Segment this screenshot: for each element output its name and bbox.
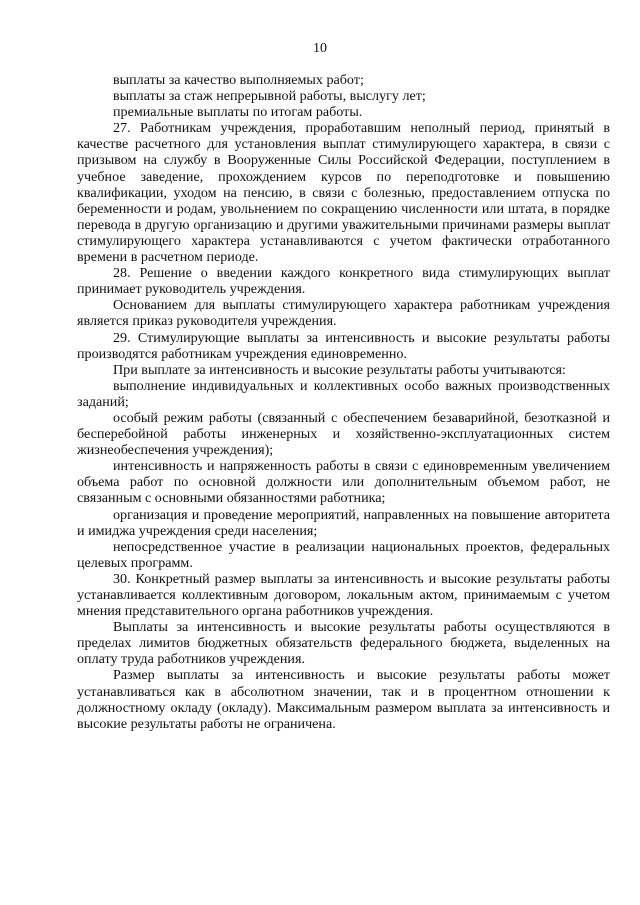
- paragraph-quality-payments: выплаты за качество выполняемых работ;: [113, 72, 364, 88]
- paragraph-budget-limits: Выплаты за интенсивность и высокие результаты работы осуществляются в пределах лимитов бюджетных обязательств федерального бюджета, выделенных на оплату труда работников учреждения.: [77, 619, 610, 668]
- paragraph-criteria-intro: При выплате за интенсивность и высокие результаты работы учитываются:: [113, 361, 566, 378]
- paragraph-criterion-intensity: интенсивность и напряженность работы в связи с единовременным увеличением объема работ по основной должности или дополнительным объемом работ, не связанным с основными обязанностями работника;: [77, 458, 610, 507]
- paragraph-payment-size: Размер выплаты за интенсивность и высокие результаты работы может устанавливаться как в абсолютном значении, так и в процентном отношении к должностному окладу (окладу). Максимальным размером выплата за интенсивность и высокие результаты работы не ограничена.: [77, 667, 610, 732]
- paragraph-seniority-payments: выплаты за стаж непрерывной работы, выслугу лет;: [113, 88, 426, 105]
- paragraph-clause-29: 29. Стимулирующие выплаты за интенсивность и высокие результаты работы производятся работникам учреждения единовременно.: [77, 329, 610, 362]
- document-body: [77, 72, 610, 732]
- paragraph-criterion-events: организация и проведение мероприятий, направленных на повышение авторитета и имиджа учреждения среди населения;: [77, 506, 610, 539]
- paragraph-bonus-payments: премиальные выплаты по итогам работы.: [113, 104, 363, 121]
- paragraph-basis-order: Основанием для выплаты стимулирующего характера работникам учреждения является приказ руководителя учреждения.: [77, 297, 610, 330]
- paragraph-criterion-tasks: выполнение индивидуальных и коллективных особо важных производственных заданий;: [77, 377, 610, 410]
- paragraph-clause-27: 27. Работникам учреждения, проработавшим неполный период, принятый в качестве расчетного для установления выплат стимулирующего характера, в связи с призывом на службу в Вооруженные Силы Российской Федерации, поступлением в учебное заведение, прохождением курсов по переподготовке и повышению квалификации, уходом на пенсию, в связи с болезнью, предоставлением отпуска по беременности и родам, увольнением по сокращению численности или штата, в порядке перевода в другую организацию и другими уважительными причинами размеры выплат стимулирующего характера устанавливаются с учетом фактически отработанного времени в расчетном периоде.: [77, 120, 610, 266]
- page-number: 10: [313, 41, 327, 56]
- paragraph-clause-28: 28. Решение о введении каждого конкретного вида стимулирующих выплат принимает руководитель учреждения.: [77, 265, 610, 298]
- paragraph-clause-30: 30. Конкретный размер выплаты за интенсивность и высокие результаты работы устанавливается коллективным договором, локальным актом, принимаемым с учетом мнения представительного органа работников учреждения.: [77, 570, 610, 620]
- paragraph-criterion-projects: непосредственное участие в реализации национальных проектов, федеральных целевых программ.: [77, 538, 610, 571]
- paragraph-criterion-special-mode: особый режим работы (связанный с обеспечением безаварийной, безотказной и бесперебойной работы инженерных и хозяйственно-эксплуатационных систем жизнеобеспечения учреждения);: [77, 409, 610, 459]
